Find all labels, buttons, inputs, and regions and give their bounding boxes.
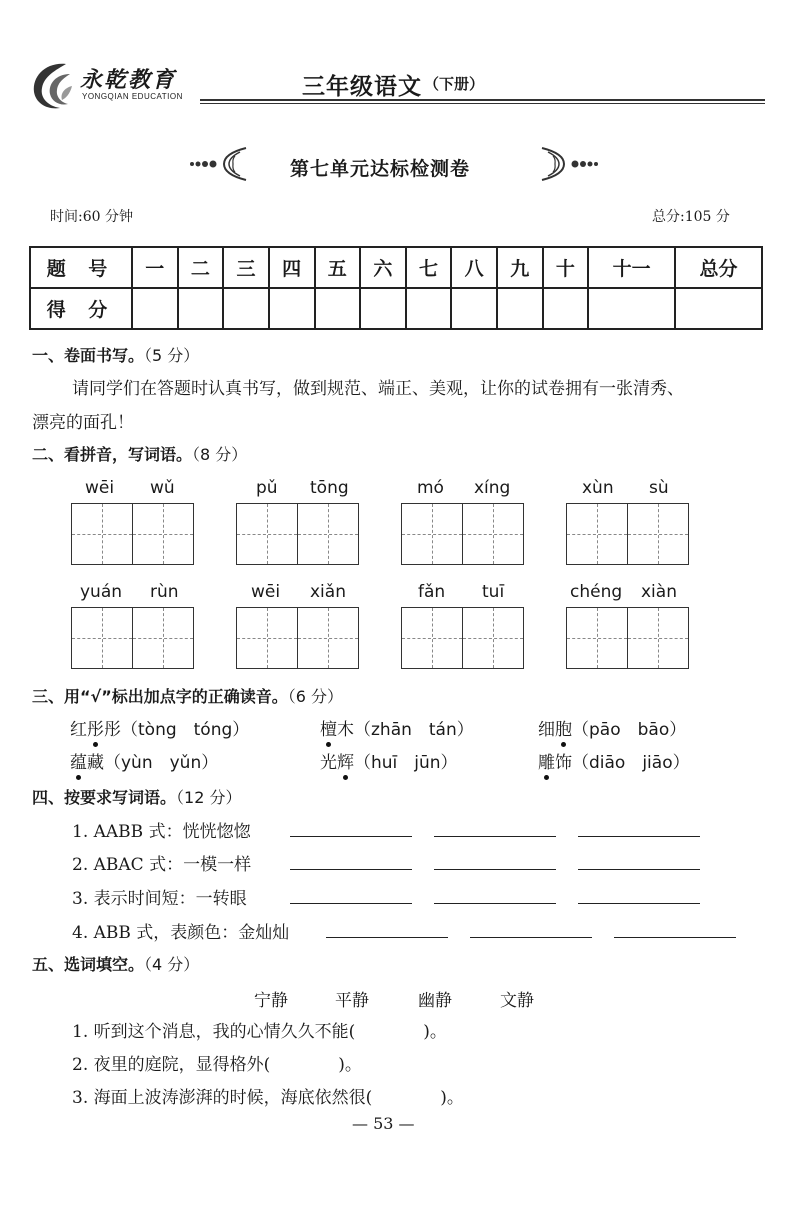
score-table-score-row xyxy=(30,288,762,329)
answer-line[interactable] xyxy=(434,903,556,904)
writing-grid-box[interactable] xyxy=(297,607,359,669)
writing-grid-box[interactable] xyxy=(71,607,133,669)
answer-line[interactable] xyxy=(326,937,448,938)
score-col-total: 总分 xyxy=(675,247,762,288)
answer-line[interactable] xyxy=(578,836,700,837)
writing-grid-box[interactable] xyxy=(71,503,133,565)
pronunciation-item[interactable]: 蕴藏（yùn yǔn） xyxy=(70,753,219,773)
score-cell[interactable] xyxy=(497,288,543,329)
score-cell[interactable] xyxy=(406,288,452,329)
answer-line[interactable] xyxy=(434,836,556,837)
writing-grid-box[interactable] xyxy=(566,607,628,669)
word-task-3: 3. 表示时间短：一转眼 xyxy=(72,889,247,909)
pinyin: xiàn xyxy=(641,582,677,602)
pinyin: yuán xyxy=(80,582,123,602)
writing-grid-box[interactable] xyxy=(401,503,463,565)
answer-line[interactable] xyxy=(578,869,700,870)
score-cell[interactable] xyxy=(588,288,675,329)
score-cell[interactable] xyxy=(132,288,178,329)
score-cell[interactable] xyxy=(178,288,224,329)
writing-grid-box[interactable] xyxy=(627,607,689,669)
score-cell[interactable] xyxy=(223,288,269,329)
score-cell[interactable] xyxy=(315,288,361,329)
writing-grid-box[interactable] xyxy=(462,607,524,669)
answer-line[interactable] xyxy=(290,869,412,870)
score-label: 得 分 xyxy=(30,288,132,329)
writing-grid-box[interactable] xyxy=(297,503,359,565)
score-col-9: 九 xyxy=(497,247,543,288)
question-number-label: 题 号 xyxy=(30,247,132,288)
section-1-title: 一、卷面书写。（5 分） xyxy=(32,346,200,365)
score-col-1: 一 xyxy=(132,247,178,288)
unit-title: 第七单元达标检测卷 xyxy=(290,158,471,180)
word-task-2: 2. ABAC 式：一模一样 xyxy=(72,855,252,875)
pronunciation-item[interactable]: 雕饰（diāo jiāo） xyxy=(538,753,690,773)
word-choice: 文静 xyxy=(500,991,534,1011)
logo-subtitle: YONGQIAN EDUCATION xyxy=(82,92,183,101)
pinyin: wēi xyxy=(85,478,115,498)
word-choice: 平静 xyxy=(335,991,369,1011)
pronunciation-item[interactable]: 光辉（huī jūn） xyxy=(320,753,458,773)
score-cell[interactable] xyxy=(543,288,589,329)
writing-grid-box[interactable] xyxy=(132,607,194,669)
score-col-2: 二 xyxy=(178,247,224,288)
word-task-1: 1. AABB 式：恍恍惚惚 xyxy=(72,822,251,842)
ornament-right-icon xyxy=(540,146,600,182)
logo-text: 永乾教育 xyxy=(80,67,177,93)
section-1-text-line2: 漂亮的面孔！ xyxy=(32,413,134,433)
score-col-7: 七 xyxy=(406,247,452,288)
section-3-title: 三、用“√”标出加点字的正确读音。（6 分） xyxy=(32,687,343,706)
pinyin: fǎn xyxy=(418,582,446,602)
pinyin: chéng xyxy=(570,582,623,602)
exam-total-score: 总分:105 分 xyxy=(652,209,730,225)
pinyin: xíng xyxy=(474,478,511,498)
answer-line[interactable] xyxy=(470,937,592,938)
pronunciation-item[interactable]: 红彤彤（tòng tóng） xyxy=(70,720,250,740)
score-col-11: 十一 xyxy=(588,247,675,288)
word-choice: 宁静 xyxy=(254,991,288,1011)
pinyin: sù xyxy=(649,478,669,498)
answer-line[interactable] xyxy=(290,903,412,904)
pinyin: wǔ xyxy=(150,478,175,498)
writing-grid-box[interactable] xyxy=(236,503,298,565)
word-choice: 幽静 xyxy=(418,991,452,1011)
book-volume: （下册） xyxy=(424,75,485,93)
score-col-6: 六 xyxy=(360,247,406,288)
pinyin: pǔ xyxy=(256,478,278,498)
fill-sentence-3[interactable]: 3. 海面上波涛澎湃的时候，海底依然很( )。 xyxy=(72,1088,464,1108)
pronunciation-item[interactable]: 细胞（pāo bāo） xyxy=(538,720,687,740)
writing-grid-box[interactable] xyxy=(566,503,628,565)
writing-grid-box[interactable] xyxy=(236,607,298,669)
section-5-title: 五、选词填空。（4 分） xyxy=(32,955,200,974)
page-number: — 53 — xyxy=(352,1114,415,1133)
pinyin: xiǎn xyxy=(310,582,346,602)
writing-grid-box[interactable] xyxy=(627,503,689,565)
section-1-text-line1: 请同学们在答题时认真书写，做到规范、端正、美观，让你的试卷拥有一张清秀、 xyxy=(72,379,684,399)
score-col-5: 五 xyxy=(315,247,361,288)
score-col-10: 十 xyxy=(543,247,589,288)
score-cell[interactable] xyxy=(360,288,406,329)
answer-line[interactable] xyxy=(578,903,700,904)
writing-grid-box[interactable] xyxy=(462,503,524,565)
writing-grid-box[interactable] xyxy=(132,503,194,565)
pinyin: mó xyxy=(417,478,444,498)
pinyin: wēi xyxy=(251,582,281,602)
answer-line[interactable] xyxy=(434,869,556,870)
score-col-3: 三 xyxy=(223,247,269,288)
pinyin: tuī xyxy=(482,582,505,602)
pinyin: rùn xyxy=(150,582,179,602)
ornament-left-icon xyxy=(188,146,248,182)
pronunciation-item[interactable]: 檀木（zhān tán） xyxy=(320,720,474,740)
score-cell[interactable] xyxy=(269,288,315,329)
answer-line[interactable] xyxy=(614,937,736,938)
fill-sentence-2[interactable]: 2. 夜里的庭院，显得格外( )。 xyxy=(72,1055,362,1075)
answer-line[interactable] xyxy=(290,836,412,837)
writing-grid-box[interactable] xyxy=(401,607,463,669)
score-table xyxy=(29,246,763,330)
score-table-header-row xyxy=(30,247,762,288)
logo-icon xyxy=(26,58,78,114)
header-rule xyxy=(200,99,765,101)
score-col-4: 四 xyxy=(269,247,315,288)
score-cell[interactable] xyxy=(451,288,497,329)
section-2-title: 二、看拼音，写词语。（8 分） xyxy=(32,445,248,464)
score-col-8: 八 xyxy=(451,247,497,288)
section-4-title: 四、按要求写词语。（12 分） xyxy=(32,788,242,807)
pinyin: tōng xyxy=(310,478,349,498)
exam-time: 时间:60 分钟 xyxy=(50,209,133,225)
book-title: 三年级语文 xyxy=(302,74,422,100)
fill-sentence-1[interactable]: 1. 听到这个消息，我的心情久久不能( )。 xyxy=(72,1022,447,1042)
score-cell[interactable] xyxy=(675,288,762,329)
pinyin: xùn xyxy=(582,478,614,498)
header-rule-thin xyxy=(200,103,765,104)
word-task-4: 4. ABB 式，表颜色：金灿灿 xyxy=(72,923,290,943)
